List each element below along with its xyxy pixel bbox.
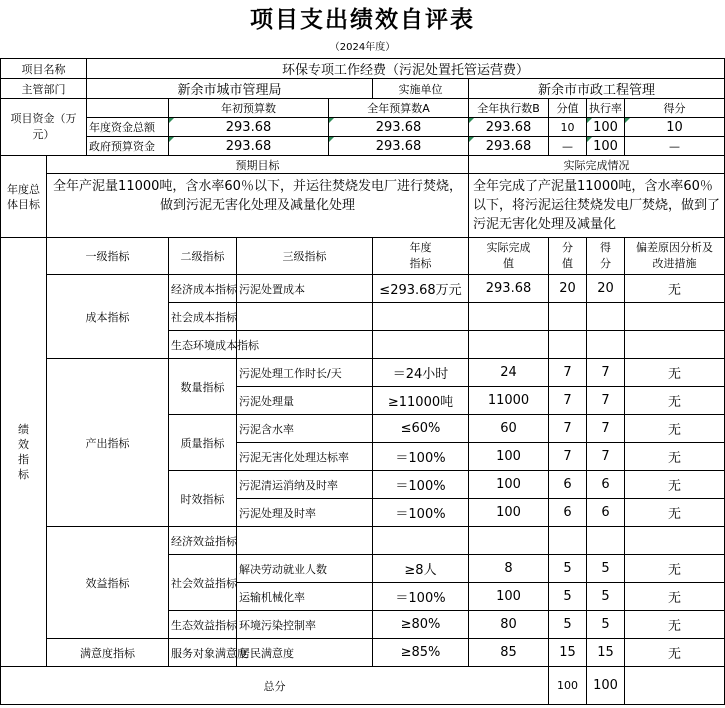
row-score: 15 — [549, 639, 587, 667]
project-name-label: 项目名称 — [1, 59, 87, 79]
row-score: 20 — [549, 275, 587, 303]
exec-rate-header: 执行率 — [587, 99, 625, 118]
dept-value: 新余市城市管理局 — [87, 79, 373, 99]
cat-satisfaction: 满意度指标 — [47, 639, 169, 667]
expected-goal: 全年产泥量11000吨，含水率60％以下，并运往焚烧发电厂进行焚烧，做到污泥无害化处理及减量化处理 — [47, 174, 469, 238]
total-rate: 100 — [587, 118, 625, 137]
total-got-sum: 100 — [587, 667, 625, 705]
row-target: ≥80% — [373, 611, 469, 639]
row-target: ＝100% — [373, 443, 469, 471]
annual-budget-header: 年初预算数 — [169, 99, 329, 118]
row-target: ＝24小时 — [373, 359, 469, 387]
row-score: 7 — [549, 443, 587, 471]
total-score: 10 — [549, 118, 587, 137]
lvl2-header: 二级指标 — [169, 238, 237, 275]
row-deviation: 无 — [625, 275, 725, 303]
full-exec-header: 全年执行数B — [469, 99, 549, 118]
row-score: 7 — [549, 387, 587, 415]
row-actual: 11000 — [469, 387, 549, 415]
row-target: ≤293.68万元 — [373, 275, 469, 303]
row-deviation: 无 — [625, 499, 725, 527]
gov-rate: 100 — [587, 137, 625, 156]
year-subtitle: （2024年度） — [329, 42, 396, 53]
row-deviation: 无 — [625, 387, 725, 415]
total-full: 293.68 — [329, 118, 469, 137]
gov-exec: 293.68 — [469, 137, 549, 156]
row-score: 6 — [549, 471, 587, 499]
gov-annual: 293.68 — [169, 137, 329, 156]
row-target: ≥85% — [373, 639, 469, 667]
row-actual: 100 — [469, 471, 549, 499]
total-blank — [625, 667, 725, 705]
row-deviation: 无 — [625, 471, 725, 499]
row-target: ＝100% — [373, 499, 469, 527]
page-title: 项目支出绩效自评表 — [250, 7, 475, 33]
row-got: 5 — [587, 611, 625, 639]
sub-econ-benefit: 经济效益指标 — [169, 527, 237, 555]
actual-goal: 全年完成了产泥量11000吨，含水率60％以下，将污泥运往焚烧发电厂焚烧，做到了污泥无害化处理及减量化 — [469, 174, 725, 238]
funds-got-header: 得分 — [625, 99, 725, 118]
funds-score-header: 分值 — [549, 99, 587, 118]
row-target: ＝100% — [373, 471, 469, 499]
lvl3-header: 三级指标 — [237, 238, 373, 275]
perf-label: 绩效指标 — [1, 238, 47, 667]
row-name: 居民满意度 — [237, 639, 373, 667]
row-score: 5 — [549, 583, 587, 611]
row-deviation: 无 — [625, 359, 725, 387]
row-got: 15 — [587, 639, 625, 667]
row-got: 5 — [587, 555, 625, 583]
lvl1-header: 一级指标 — [47, 238, 169, 275]
overall-goal-label: 年度总体目标 — [1, 156, 47, 238]
expected-header: 预期目标 — [47, 156, 469, 174]
row-name: 污泥处置成本 — [237, 275, 373, 303]
row-actual: 100 — [469, 443, 549, 471]
row-score: 7 — [549, 359, 587, 387]
funds-blank — [87, 99, 169, 118]
row-got: 6 — [587, 499, 625, 527]
row-actual: 80 — [469, 611, 549, 639]
row-got: 7 — [587, 443, 625, 471]
row-got: 6 — [587, 471, 625, 499]
score-value-header: 分值 — [549, 238, 587, 275]
row-actual: 85 — [469, 639, 549, 667]
gov-funds-label: 政府预算资金 — [87, 137, 169, 156]
project-name-value: 环保专项工作经费（污泥处置托管运营费） — [87, 59, 725, 79]
sub-social-cost: 社会成本指标 — [169, 303, 237, 331]
row-target: ≥11000吨 — [373, 387, 469, 415]
sub-quality: 质量指标 — [169, 415, 237, 471]
cat-benefit: 效益指标 — [47, 527, 169, 639]
score-got-header: 得分 — [587, 238, 625, 275]
sub-timeliness: 时效指标 — [169, 471, 237, 527]
total-exec: 293.68 — [469, 118, 549, 137]
row-score: 7 — [549, 415, 587, 443]
cat-cost: 成本指标 — [47, 275, 169, 359]
row-score: 6 — [549, 499, 587, 527]
dept-label: 主管部门 — [1, 79, 87, 99]
gov-got: — — [625, 137, 725, 156]
row-name: 污泥含水率 — [237, 415, 373, 443]
row-name: 环境污染控制率 — [237, 611, 373, 639]
row-deviation: 无 — [625, 443, 725, 471]
gov-score: — — [549, 137, 587, 156]
row-deviation: 无 — [625, 639, 725, 667]
row-score: 5 — [549, 555, 587, 583]
row-name: 运输机械化率 — [237, 583, 373, 611]
actual-header: 实际完成情况 — [469, 156, 725, 174]
full-budget-header: 全年预算数A — [329, 99, 469, 118]
row-actual: 293.68 — [469, 275, 549, 303]
row-target: ≥8人 — [373, 555, 469, 583]
row-got: 5 — [587, 583, 625, 611]
sub-eco-benefit: 生态效益指标 — [169, 611, 237, 639]
row-target: ≤60% — [373, 415, 469, 443]
row-deviation: 无 — [625, 555, 725, 583]
total-got: 10 — [625, 118, 725, 137]
row-got: 7 — [587, 415, 625, 443]
row-got: 7 — [587, 359, 625, 387]
row-name: 污泥清运消纳及时率 — [237, 471, 373, 499]
row-name: 解决劳动就业人数 — [237, 555, 373, 583]
row-score: 5 — [549, 611, 587, 639]
row-actual: 100 — [469, 499, 549, 527]
row-name: 污泥处理量 — [237, 387, 373, 415]
impl-value: 新余市市政工程管理 — [469, 79, 725, 99]
row-deviation: 无 — [625, 611, 725, 639]
row-deviation: 无 — [625, 583, 725, 611]
row-name: 污泥无害化处理达标率 — [237, 443, 373, 471]
funds-label: 项目资金（万元） — [1, 99, 87, 156]
sub-social-benefit: 社会效益指标 — [169, 555, 237, 611]
row-deviation: 无 — [625, 415, 725, 443]
sub-econ-cost: 经济成本指标 — [169, 275, 237, 303]
total-label: 总分 — [1, 667, 549, 705]
evaluation-table — [0, 58, 725, 705]
row-got: 7 — [587, 387, 625, 415]
cat-output: 产出指标 — [47, 359, 169, 527]
row-actual: 60 — [469, 415, 549, 443]
impl-label: 实施单位 — [373, 79, 469, 99]
row-name: 污泥处理及时率 — [237, 499, 373, 527]
row-target: ＝100% — [373, 583, 469, 611]
row-actual: 24 — [469, 359, 549, 387]
row-actual: 8 — [469, 555, 549, 583]
deviation-header: 偏差原因分析及改进措施 — [625, 238, 725, 275]
sub-eco-cost: 生态环境成本指标 — [169, 331, 237, 359]
total-funds-label: 年度资金总额 — [87, 118, 169, 137]
row-actual: 100 — [469, 583, 549, 611]
row-name: 污泥处理工作时长/天 — [237, 359, 373, 387]
row-got: 20 — [587, 275, 625, 303]
total-score-sum: 100 — [549, 667, 587, 705]
total-annual: 293.68 — [169, 118, 329, 137]
actual-value-header: 实际完成值 — [469, 238, 549, 275]
year-target-header: 年度指标 — [373, 238, 469, 275]
sub-quantity: 数量指标 — [169, 359, 237, 415]
sub-service: 服务对象满意度 — [169, 639, 237, 667]
gov-full: 293.68 — [329, 137, 469, 156]
